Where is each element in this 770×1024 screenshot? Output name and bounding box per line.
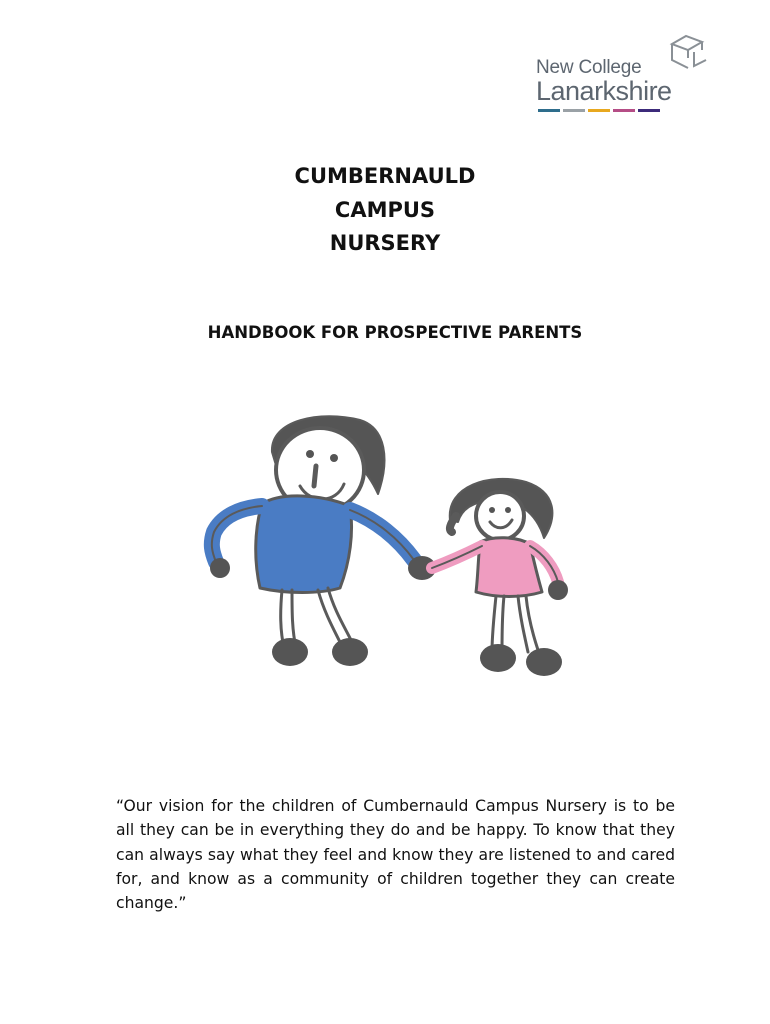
logo-bar [638, 109, 660, 112]
ncl-mark-icon [664, 30, 710, 76]
logo-line-1: New College [536, 57, 642, 78]
logo-bar [563, 109, 585, 112]
adult-and-child-holding-hands-drawing [200, 412, 580, 688]
vision-statement: “Our vision for the children of Cumbernauld Campus Nursery is to be all they can be in everything they do and be happy. To know that they can always say what they feel and know they are listened to and cared for, and know as a community of children together they can create change.” [116, 797, 675, 913]
page-title [0, 160, 770, 261]
handbook-subtitle: HANDBOOK FOR PROSPECTIVE PARENTS [207, 323, 583, 342]
logo-bar [588, 109, 610, 112]
logo-bar [538, 109, 560, 112]
logo-line-2: Lanarkshire [536, 76, 672, 106]
college-logo [536, 30, 710, 116]
title-line-2: CAMPUS [334, 197, 436, 222]
logo-color-bars [538, 109, 660, 112]
title-line-3: NURSERY [329, 231, 441, 255]
logo-bar [613, 109, 635, 112]
title-line-1: CUMBERNAULD [294, 164, 476, 188]
